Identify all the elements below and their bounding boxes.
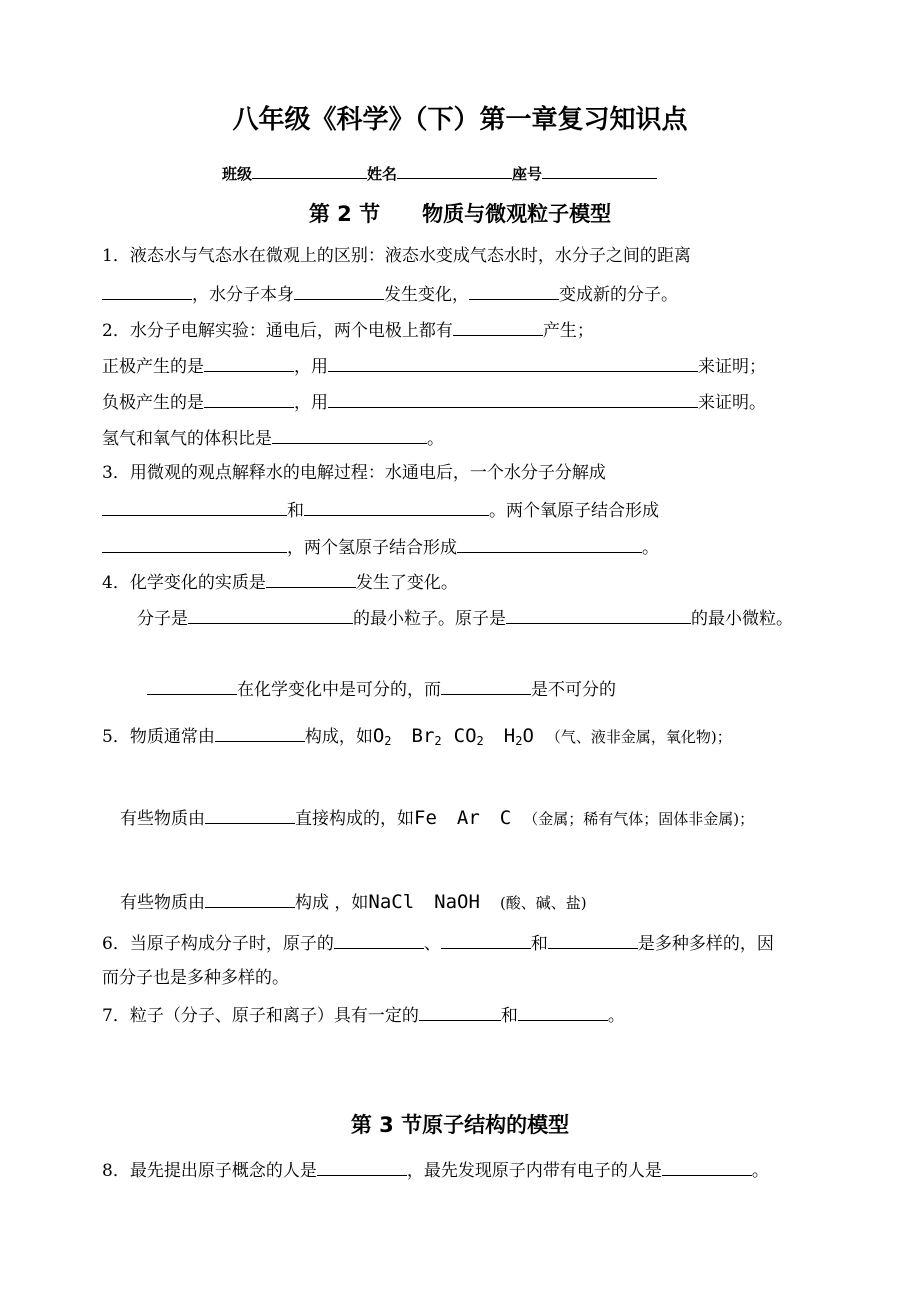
q3-text: 3．用微观的观点解释水的电解过程：水通电后，一个水分子分解成 — [102, 463, 606, 483]
formula-fe: Fe — [414, 807, 437, 829]
q2-ratio-blank[interactable] — [272, 426, 427, 444]
q4-line1 — [102, 570, 458, 594]
q5-line2 — [120, 806, 754, 830]
q7-text-c: 。 — [607, 1006, 625, 1026]
q5-line1 — [102, 724, 732, 752]
q5-text-c: （气、液非金属，氧化物)； — [545, 728, 732, 746]
q5-blank-3[interactable] — [205, 890, 295, 908]
q1-text: 1．液态水与气态水在微观上的区别：液态水变成气态水时，水分子之间的距离 — [102, 246, 691, 266]
q5-text-g: （金属；稀有气体；固体非金属)； — [523, 810, 755, 828]
q6-text: 6．当原子构成分子时，原子的 — [102, 934, 334, 954]
q1-text-b: ，水分子本身 — [192, 285, 294, 305]
class-blank[interactable] — [252, 161, 367, 179]
q2-neg-blank-1[interactable] — [204, 390, 294, 408]
q8-blank-1[interactable] — [317, 1158, 407, 1176]
section-2-heading: 第 2 节 物质与微观粒子模型 — [308, 202, 612, 226]
q8-text-c: 。 — [751, 1161, 769, 1181]
q4-blank-3[interactable] — [506, 606, 691, 624]
q3-blank-1[interactable] — [102, 498, 287, 516]
q5-text-b: 构成，如 — [304, 727, 373, 747]
q2-pos-blank-1[interactable] — [204, 354, 294, 372]
q2-neg-text: 负极产生的是 — [102, 393, 204, 413]
class-label: 班级 — [222, 165, 253, 183]
q4-text-d: 的最小粒子。原子是 — [353, 609, 506, 629]
formula-c: C — [499, 807, 512, 829]
q2-text-b: 产生； — [542, 321, 594, 341]
q2-ratio-text: 氢气和氧气的体积比是 — [102, 429, 272, 449]
q4-line3 — [147, 677, 616, 701]
q6-text-c: 和 — [530, 934, 548, 954]
q2-neg-blank-2[interactable] — [328, 390, 698, 408]
q6-blank-2[interactable] — [441, 931, 531, 949]
q8-text: 8．最先提出原子概念的人是 — [102, 1161, 317, 1181]
q3-text-c: 。两个氧原子结合形成 — [489, 501, 659, 521]
seat-label: 座号 — [512, 165, 543, 183]
q5-line3 — [120, 890, 587, 914]
q4-text-c: 分子是 — [137, 609, 188, 629]
q2-blank-1[interactable] — [453, 318, 543, 336]
q6-line1 — [102, 931, 774, 955]
formula-co2: $CO_2$ — [453, 725, 484, 748]
q5-text-e: 直接构成的，如 — [295, 809, 414, 829]
formula-h2o: $H_2O$ — [503, 725, 534, 748]
q6-text-e: 而分子也是多种多样的。 — [102, 968, 289, 988]
q3-line2 — [102, 498, 659, 522]
q3-blank-3[interactable] — [102, 535, 287, 553]
q6-text-d: 是多种多样的，因 — [637, 934, 774, 954]
q4-text-b: 发生了变化。 — [355, 573, 458, 593]
name-blank[interactable] — [397, 161, 512, 179]
q1-line2 — [102, 282, 678, 306]
q6-blank-1[interactable] — [334, 931, 424, 949]
q1-line1 — [102, 245, 691, 267]
q1-blank-2[interactable] — [294, 282, 384, 300]
q3-text-d: ，两个氢原子结合形成 — [287, 538, 457, 558]
q3-blank-2[interactable] — [304, 498, 489, 516]
q6-blank-3[interactable] — [548, 931, 638, 949]
name-label: 姓名 — [367, 165, 398, 183]
q3-text-e: 。 — [642, 538, 659, 558]
q1-text-d: 变成新的分子。 — [559, 285, 678, 305]
q4-text-g: 是不可分的 — [531, 680, 616, 700]
section-3-heading: 第 3 节原子结构的模型 — [350, 1113, 570, 1137]
formula-o2: $O_2$ — [372, 725, 392, 748]
q5-blank-1[interactable] — [215, 724, 305, 742]
q5-text-i: 构成 ，如 — [295, 893, 369, 913]
student-info-line — [222, 161, 657, 184]
q3-line3 — [102, 535, 659, 559]
q2-pos-text-b: ，用 — [294, 357, 328, 377]
q2-neg-text-b: ，用 — [294, 393, 328, 413]
q7-text: 7．粒子（分子、原子和离子）具有一定的 — [102, 1006, 419, 1026]
q5-blank-2[interactable] — [205, 806, 295, 824]
q8-text-b: ，最先发现原子内带有电子的人是 — [406, 1161, 662, 1181]
formula-br2: $Br_2$ — [411, 725, 442, 748]
formula-naoh: NaOH — [434, 891, 480, 913]
seat-blank[interactable] — [542, 161, 657, 179]
q2-pos-text: 正极产生的是 — [102, 357, 204, 377]
q3-text-b: 和 — [287, 501, 304, 521]
q6-line2 — [102, 967, 289, 989]
q4-blank-2[interactable] — [188, 606, 353, 624]
q6-text-b: 、 — [423, 934, 441, 954]
q2-text: 2．水分子电解实验：通电后，两个电极上都有 — [102, 321, 453, 341]
formula-nacl: NaCl — [368, 891, 415, 913]
q2-pos-blank-2[interactable] — [328, 354, 698, 372]
q5-text-h: 有些物质由 — [120, 893, 205, 913]
q2-ratio-text-b: 。 — [427, 429, 444, 449]
page-title: 八年级《科学》（下）第一章复习知识点 — [232, 105, 688, 135]
q4-blank-1[interactable] — [266, 570, 356, 588]
q2-line1 — [102, 318, 594, 342]
q4-text-f: 在化学变化中是可分的，而 — [237, 680, 441, 700]
q3-line1 — [102, 462, 606, 484]
q2-positive-line — [102, 354, 766, 378]
q5-text-d: 有些物质由 — [120, 809, 205, 829]
q1-blank-1[interactable] — [102, 282, 192, 300]
q5-text: 5．物质通常由 — [102, 727, 215, 747]
q2-pos-text-c: 来证明； — [698, 357, 766, 377]
q5-text-j: (酸、碱、盐) — [499, 894, 587, 912]
q4-blank-4[interactable] — [147, 677, 237, 695]
q4-text: 4．化学变化的实质是 — [102, 573, 266, 593]
q7-line — [102, 1003, 625, 1027]
q7-text-b: 和 — [500, 1006, 518, 1026]
q2-negative-line — [102, 390, 766, 414]
q4-blank-5[interactable] — [441, 677, 531, 695]
q7-blank-1[interactable] — [419, 1003, 501, 1021]
q3-blank-4[interactable] — [457, 535, 642, 553]
q4-text-e: 的最小微粒。 — [691, 609, 793, 629]
q1-blank-3[interactable] — [469, 282, 559, 300]
q2-neg-text-c: 来证明。 — [698, 393, 766, 413]
q2-ratio-line — [102, 426, 444, 450]
formula-ar: Ar — [456, 807, 480, 829]
q4-line2 — [137, 606, 793, 630]
q8-blank-2[interactable] — [662, 1158, 752, 1176]
q7-blank-2[interactable] — [518, 1003, 608, 1021]
q1-text-c: 发生变化， — [384, 285, 469, 305]
q8-line — [102, 1158, 769, 1182]
